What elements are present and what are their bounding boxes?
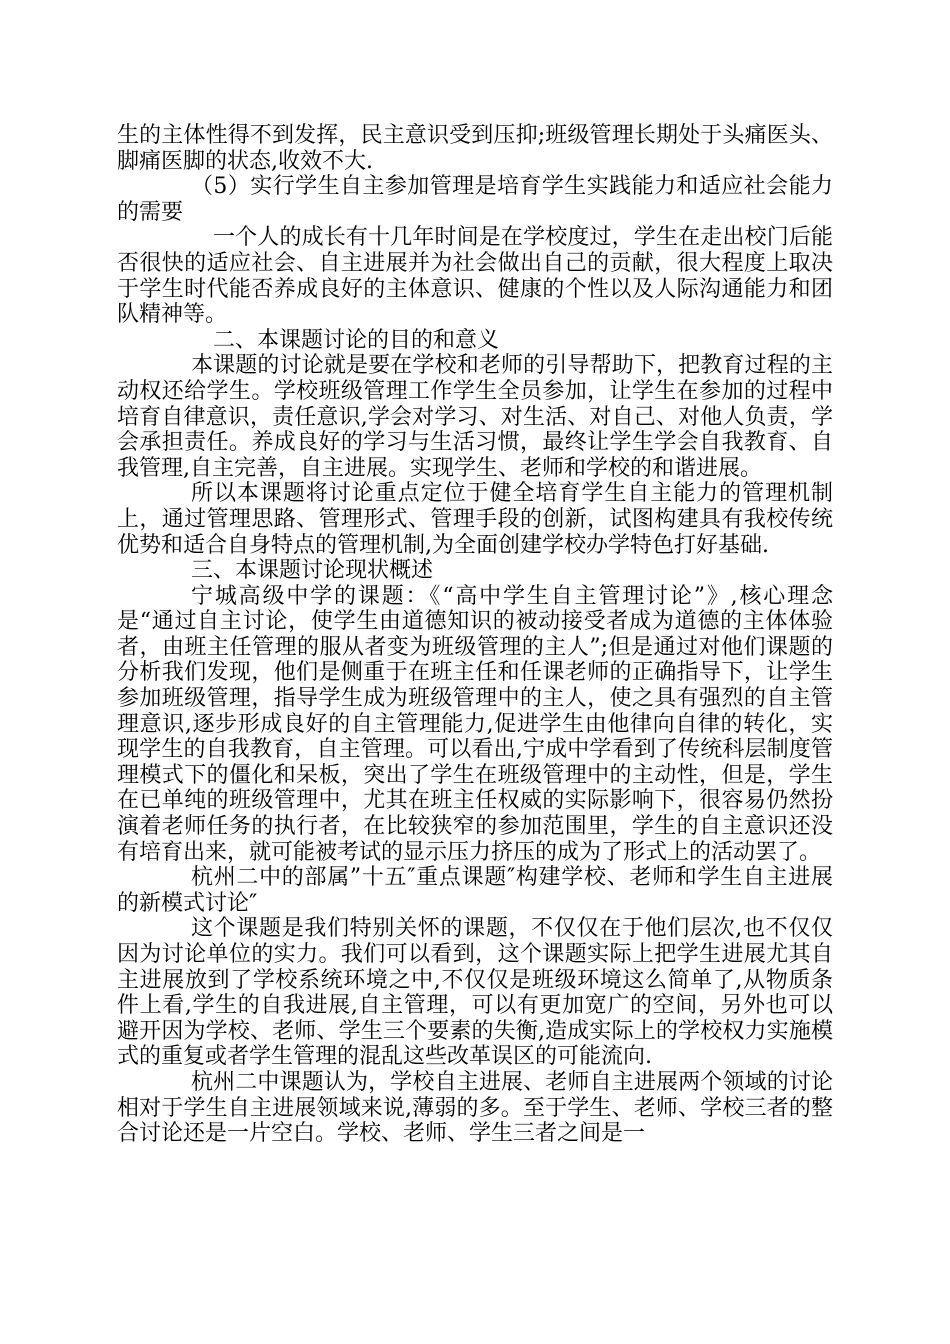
paragraph-hangzhou-concern: 这个课题是我们特别关怀的课题，不仅仅在于他们层次,也不仅仅因为讨论单位的实力。我们可以看到，这个课题实际上把学生进展尤其自主进展放到了学校系统环境之中,不仅仅是班级环境这么简单了,从物质条件上看,学生的自我进展,自主管理，可以有更加宽广的空间，另外也可以避开因为学校、老师、学生三个要素的失衡,造成实际上的学校权力实施模式的重复或者学生管理的混乱这些改革误区的可能流向. — [117, 916, 833, 1070]
paragraph-hangzhou-view: 杭州二中课题认为，学校自主进展、老师自主进展两个领域的讨论相对于学生自主进展领域来说,薄弱的多。至于学生、老师、学校三者的整合讨论还是一片空白。学校、老师、学生三者之间是一 — [117, 1069, 833, 1147]
paragraph-purpose: 本课题的讨论就是要在学校和老师的引导帮助下，把教育过程的主动权还给学生。学校班级管理工作学生全员参加，让学生在参加的过程中培育自律意识，责任意识,学会对学习、对生活、对自己、对他人负责，学会承担责任。养成良好的学习与生活习惯，最终让学生学会自我教育、自我管理,自主完善，自主进展。实现学生、老师和学校的和谐进展。 — [117, 353, 833, 481]
paragraph-hangzhou-title: 杭州二中的部属”十五″重点课题″构建学校、老师和学生自主进展的新模式讨论″ — [117, 865, 833, 916]
paragraph-ningcheng: 宁城高级中学的课题：《“高中学生自主管理讨论”》,核心理念是“通过自主讨论，使学生由道德知识的被动接受者成为道德的主体体验者，由班主任管理的服从者变为班级管理的主人”;但是通过对他们课题的分析我们发现，他们是侧重于在班主任和任课老师的正确指导下，让学生参加班级管理，指导学生成为班级管理中的主人，使之具有强烈的自主管理意识,逐步形成良好的自主管理能力,促进学生由他律向自律的转化，实现学生的自我教育，自主管理。可以看出,宁成中学看到了传统科层制度管理模式下的僵化和呆板，突出了学生在班级管理中的主动性，但是，学生在已单纯的班级管理中，尤其在班主任权威的实际影响下，很容易仍然扮演着老师任务的执行者，在比较狭窄的参加范围里，学生的自主意识还没有培育出来，就可能被考试的显示压力挤压的成为了形式上的活动罢了。 — [117, 583, 833, 865]
paragraph-point-5-heading: （5）实行学生自主参加管理是培育学生实践能力和适应社会能力的需要 — [117, 174, 833, 225]
section-heading-3: 三、本课题讨论现状概述 — [191, 558, 434, 584]
paragraph-focus: 所以本课题将讨论重点定位于健全培育学生自主能力的管理机制上，通过管理思路、管理形式、管理手段的创新，试图构建具有我校传统优势和适合自身特点的管理机制,为全面创建学校办学特色打好基础. — [117, 481, 833, 558]
section-heading-2: 二、本课题讨论的目的和意义 — [213, 327, 500, 353]
paragraph-growth: 一个人的成长有十几年时间是在学校度过，学生在走出校门后能否很快的适应社会、自主进展并为社会做出自己的贡献，很大程度上取决于学生时代能否养成良好的主体意识、健康的个性以及人际沟通能力和团队精神等。 — [117, 225, 833, 328]
paragraph-continued: 生的主体性得不到发挥，民主意识受到压抑;班级管理长期处于头痛医头、脚痛医脚的状态,收效不大. — [117, 123, 833, 174]
document-body — [117, 123, 833, 1147]
